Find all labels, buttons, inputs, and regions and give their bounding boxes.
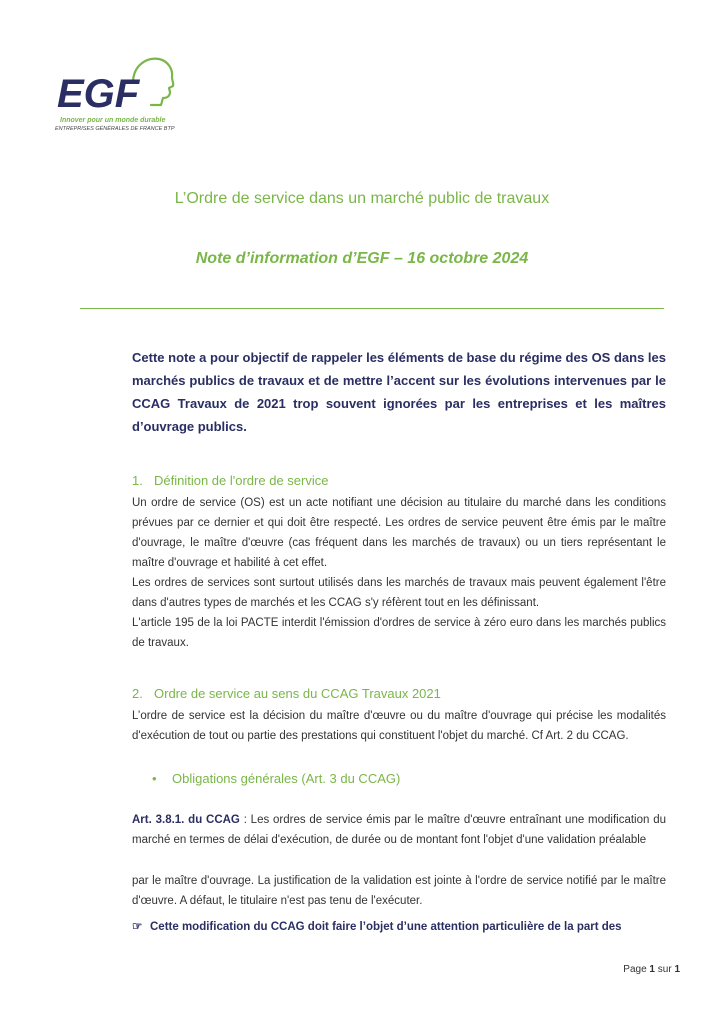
egf-logo-mark bbox=[55, 55, 185, 117]
section-2-paragraph: L’ordre de service est la décision du maître d'œuvre ou du maître d'ouvrage qui précise les modalités d'exécution de tout ou partie des prestations qui constituent l'objet du marché. Cf Art. 2 du CCAG. bbox=[132, 710, 666, 742]
section-1-paragraph: L'article 195 de la loi PACTE interdit l'émission d'ordres de service à zéro euro dans les marchés publics de travaux. bbox=[132, 617, 666, 649]
article-paragraph bbox=[132, 810, 666, 850]
section-1-number: 1. bbox=[132, 473, 143, 488]
section-2-number: 2. bbox=[132, 686, 143, 701]
logo-company-name: ENTREPRISES GÉNÉRALES DE FRANCE BTP bbox=[55, 126, 175, 132]
title-divider bbox=[80, 308, 664, 309]
bullet-icon: • bbox=[152, 771, 157, 786]
logo-tagline: Innover pour un monde durable bbox=[60, 117, 166, 124]
document-subtitle: Note d’information d’EGF – 16 octobre 2024 bbox=[195, 250, 529, 267]
section-1-paragraph: Un ordre de service (OS) est un acte notifiant une décision au titulaire du marché dans les conditions prévues par ce dernier et qui doit être respecté. Les ordres de service peuvent être émis par le maître d'ouvrage, le maître d'œuvre (cas fréquent dans les marchés de travaux) ou un tiers représentant le maître d'ouvrage et habilité à cet effet. bbox=[132, 497, 666, 569]
pointing-hand-icon: ☞ bbox=[132, 921, 143, 933]
footer-middle: sur bbox=[654, 964, 675, 975]
section-1-paragraph: Les ordres de services sont surtout utilisés dans les marchés de travaux mais peuvent également l'être dans d'autres types de marchés et les CCAG s'y réfèrent tout en les définissant. bbox=[132, 577, 666, 609]
article-continuation: par le maître d'ouvrage. La justification de la validation est jointe à l'ordre de service notifié par le maître d'œuvre. A défaut, le titulaire n'est pas tenu de l'exécuter. bbox=[132, 875, 666, 907]
footer-prefix: Page bbox=[623, 964, 650, 975]
bullet-heading bbox=[152, 771, 400, 786]
article-label: Art. 3.8.1. du CCAG bbox=[132, 814, 240, 826]
article-text: : Les ordres de service émis par le maître d'œuvre entraînant une modification du marché en termes de délai d'exécution, de durée ou de montant font l'objet d'une validation préalable bbox=[132, 814, 666, 846]
egf-logo bbox=[55, 55, 185, 140]
section-1-heading bbox=[132, 473, 328, 488]
section-2-heading bbox=[132, 686, 441, 701]
document-title: L’Ordre de service dans un marché public de travaux bbox=[174, 190, 550, 207]
bullet-heading-text: Obligations générales (Art. 3 du CCAG) bbox=[172, 771, 401, 786]
logo-text: EGF bbox=[57, 72, 140, 116]
intro-paragraph: Cette note a pour objectif de rappeler les éléments de base du régime des OS dans les marchés publics de travaux et de mettre l’accent sur les évolutions intervenues par le CCAG Travaux de 2021 trop souvent ignorées par les entreprises et les maîtres d’ouvrage publics. bbox=[132, 350, 666, 434]
footer-page-total: 1 bbox=[674, 964, 680, 975]
footer-page-number: 1 bbox=[649, 964, 655, 975]
section-2-title: Ordre de service au sens du CCAG Travaux 2021 bbox=[154, 686, 441, 701]
notice-text: Cette modification du CCAG doit faire l’objet d’une attention particulière de la part des bbox=[150, 921, 622, 933]
section-1-title: Définition de l'ordre de service bbox=[154, 473, 329, 488]
section-1-body bbox=[132, 493, 666, 653]
notice-line bbox=[132, 919, 622, 933]
page-footer bbox=[580, 964, 680, 975]
